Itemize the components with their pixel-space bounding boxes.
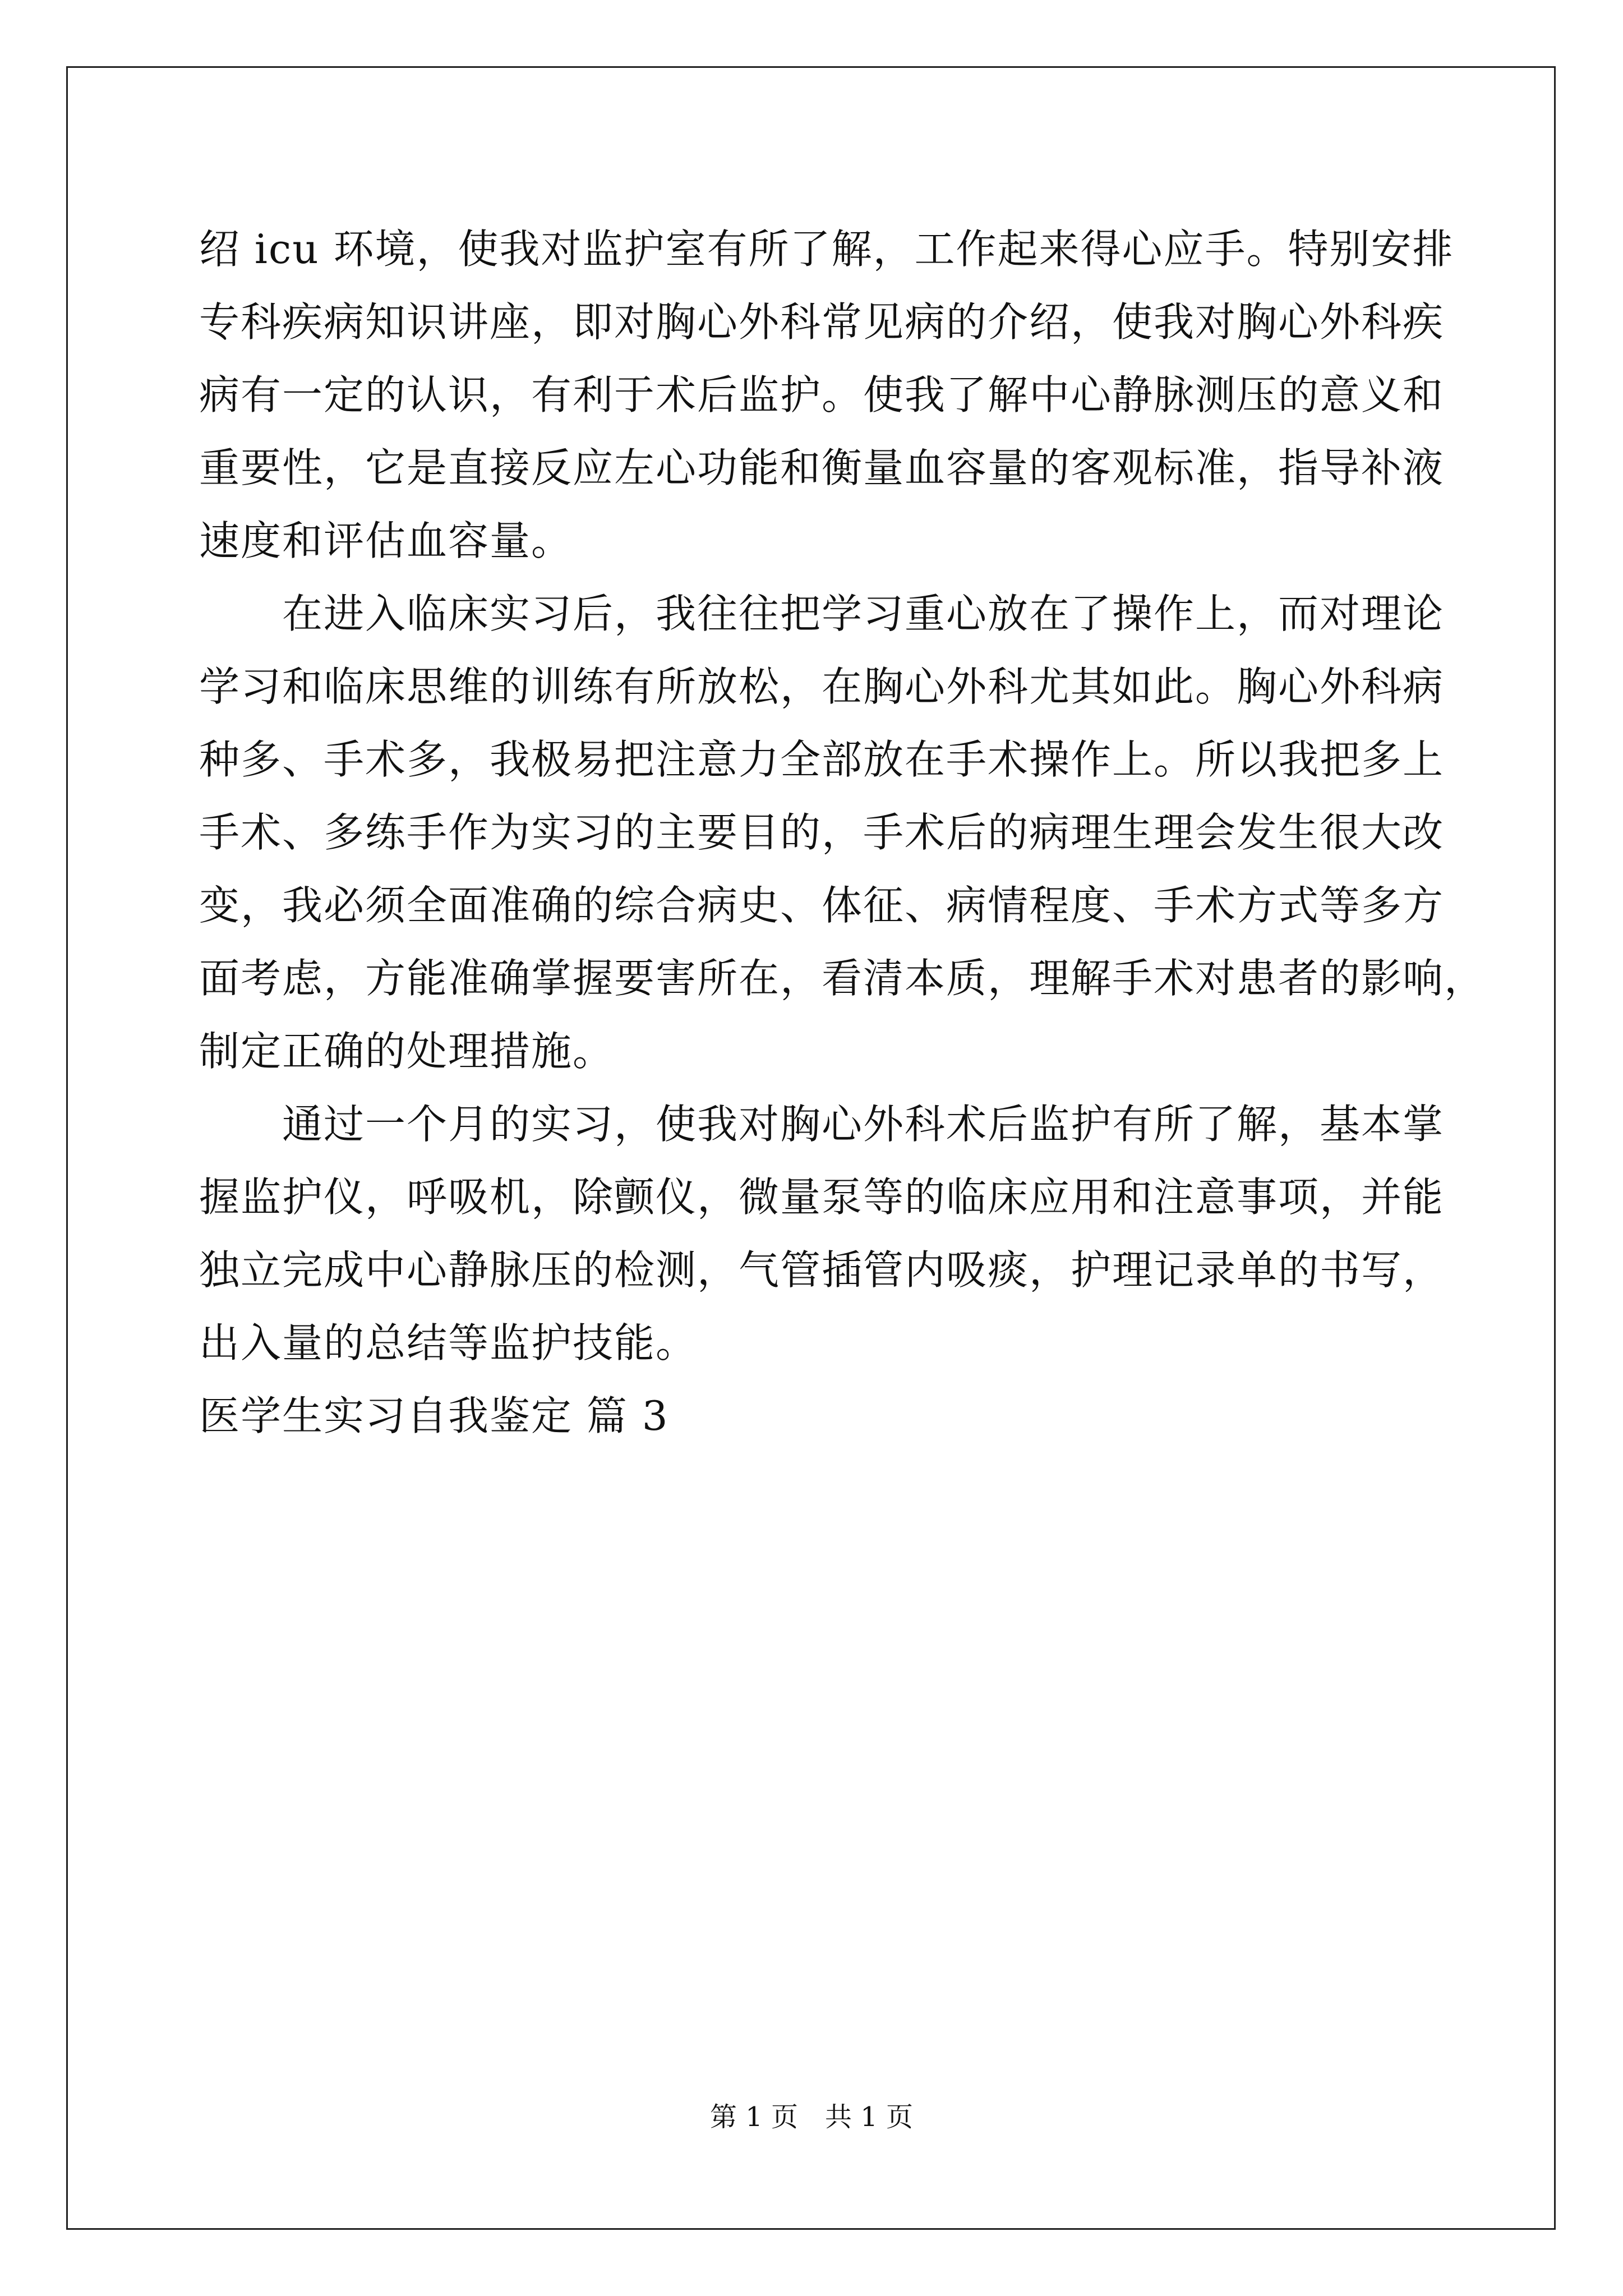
text-line: 专科疾病知识讲座，即对胸心外科常见病的介绍，使我对胸心外科疾 xyxy=(199,298,1445,346)
text-line: 种多、手术多，我极易把注意力全部放在手术操作上。所以我把多上 xyxy=(199,736,1445,783)
text-line: 面考虑，方能准确掌握要害所在，看清本质，理解手术对患者的影响， xyxy=(199,955,1486,1002)
text-line: 变，我必须全面准确的综合病史、体征、病情程度、手术方式等多方 xyxy=(199,882,1445,929)
section-heading: 医学生实习自我鉴定 篇 3 xyxy=(199,1392,669,1439)
text-line: 通过一个月的实习，使我对胸心外科术后监护有所了解，基本掌 xyxy=(199,1101,1445,1148)
text-line: 在进入临床实习后，我往往把学习重心放在了操作上，而对理论 xyxy=(199,590,1445,637)
text-line: 速度和评估血容量。 xyxy=(199,517,573,564)
text-line: 握监护仪，呼吸机，除颤仪，微量泵等的临床应用和注意事项，并能 xyxy=(199,1174,1445,1221)
text-line: 手术、多练手作为实习的主要目的，手术后的病理生理会发生很大改 xyxy=(199,809,1445,856)
text-line: 重要性，它是直接反应左心功能和衡量血容量的客观标准，指导补液 xyxy=(199,444,1445,491)
text-line: 独立完成中心静脉压的检测，气管插管内吸痰，护理记录单的书写， xyxy=(199,1246,1445,1294)
page-footer: 第 1 页 共 1 页 xyxy=(709,2101,914,2133)
text-line: 制定正确的处理措施。 xyxy=(199,1028,615,1075)
text-line: 病有一定的认识，有利于术后监护。使我了解中心静脉测压的意义和 xyxy=(199,371,1445,418)
text-line: 出入量的总结等监护技能。 xyxy=(199,1319,698,1366)
text-line: 学习和临床思维的训练有所放松，在胸心外科尤其如此。胸心外科病 xyxy=(199,663,1445,710)
text-line: 绍 icu 环境，使我对监护室有所了解，工作起来得心应手。特别安排 xyxy=(199,226,1454,273)
